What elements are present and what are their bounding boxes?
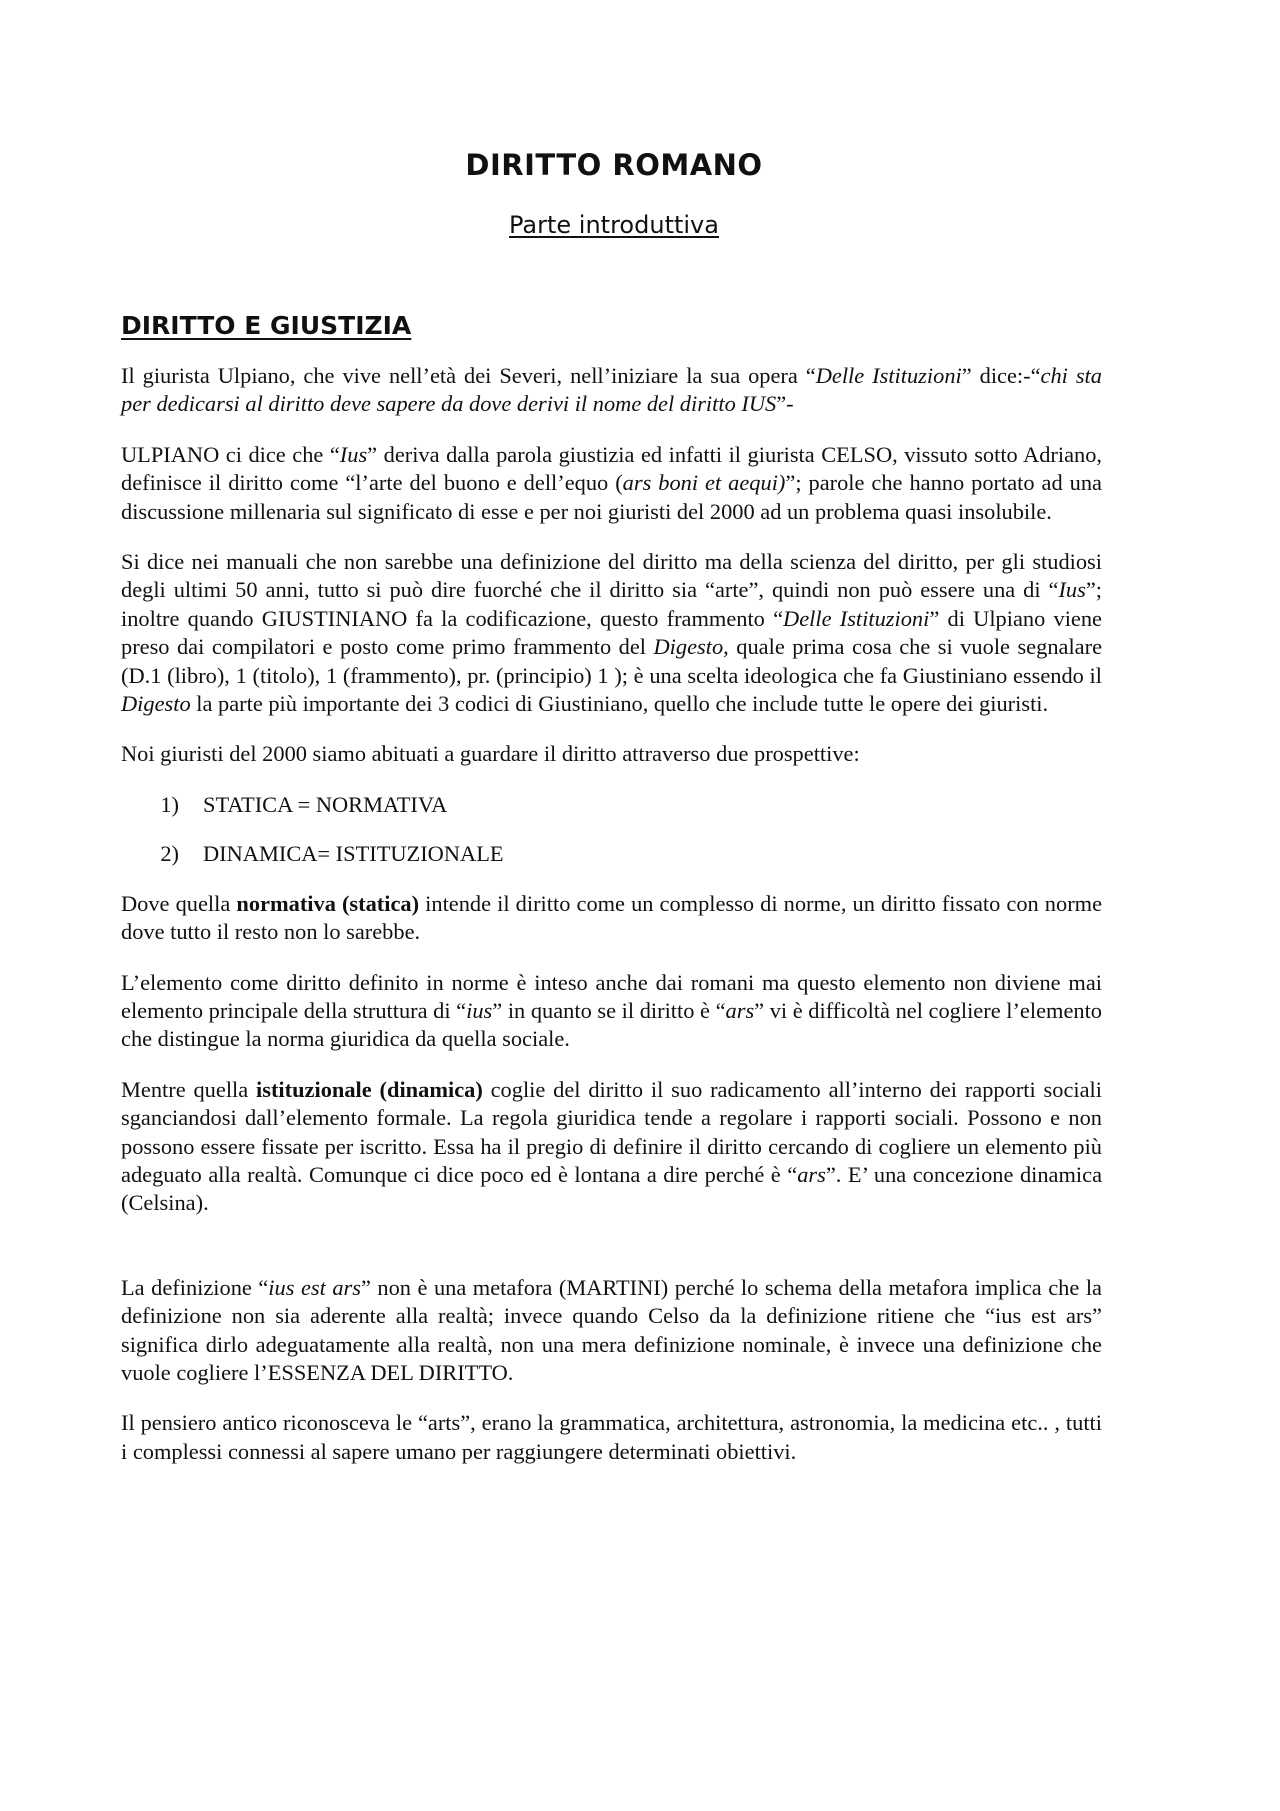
paragraph-9: Il pensiero antico riconosceva le “arts”, erano la grammatica, architettura, astronomia, la medicina etc.. , tutti i complessi connessi al sapere umano per raggiungere determinati obiettivi. — [121, 1410, 1102, 1464]
italic-run: chi sta per dedicarsi al diritto deve sapere da dove derivi il nome del diritto IUS — [121, 363, 1102, 417]
text-run: Mentre quella — [121, 1076, 257, 1102]
italic-run: Digesto, — [653, 634, 729, 660]
bold-run: normativa (statica) — [236, 890, 420, 916]
list-number: 1) — [160, 791, 179, 817]
text-run: L’elemento come diritto definito in norme è inteso anche dai romani ma questo elemento non diviene mai elemento principale della struttura di “ — [121, 969, 1102, 1023]
list-item — [121, 840, 1102, 868]
text-run: ”. E’ una concezione dinamica (Celsina). — [121, 1161, 1103, 1216]
subtitle-text: Parte introduttiva — [509, 211, 719, 239]
paragraph-6 — [121, 969, 1102, 1054]
text-run: ”- — [776, 391, 794, 417]
italic-run: ius — [466, 997, 493, 1023]
list-number: 2) — [160, 841, 179, 867]
text-run: Si dice nei manuali che non sarebbe una definizione del diritto ma della scienza del diritto, per gli studiosi degli ultimi 50 anni, tutto si può dire fuorché che il diritto sia “arte”, quindi non può essere una di “ — [121, 549, 1102, 603]
text-run: intende il diritto come un complesso di norme, un diritto fissato con norme dove tutto il resto non lo sarebbe. — [121, 890, 1103, 945]
paragraph-3 — [121, 548, 1102, 718]
text-run: Il giurista Ulpiano, che vive nell’età dei Severi, nell’iniziare la sua opera “ — [121, 363, 816, 388]
italic-run: Digesto — [121, 691, 191, 717]
italic-run: ars — [797, 1161, 826, 1187]
italic-run: Ius — [1058, 577, 1086, 603]
text-run: ” deriva dalla parola giustizia ed infatti il giurista CELSO, vissuto sotto Adriano, definisce il diritto come “l’arte del buono e dell’equo ( — [121, 441, 1103, 496]
list-item-text: DINAMICA= ISTITUZIONALE — [203, 841, 504, 867]
text-run: ” vi è difficoltà nel cogliere l’elemento che distingue la norma giuridica da quella sociale. — [121, 997, 1102, 1052]
text-run: ”; parole che hanno portato ad una discussione millenaria sul significato di esse e per noi giuristi del 2000 ad un problema quasi insolubile. — [121, 470, 1102, 524]
italic-run: ius est ars — [268, 1274, 361, 1300]
paragraph-8 — [121, 1274, 1102, 1388]
text-run: ” dice:-“ — [961, 363, 1041, 388]
list-item — [121, 791, 1102, 819]
section-heading: DIRITTO E GIUSTIZIA — [121, 311, 412, 340]
text-run: quale prima cosa che si vuole segnalare (D.1 (libro), 1 (titolo), 1 (frammento), pr. (principio) 1 ); è una scelta ideologica che fa Giustiniano essendo il — [121, 634, 1103, 688]
italic-run: ars boni et aequi) — [622, 470, 786, 496]
text-run: La definizione “ — [121, 1274, 269, 1300]
text-run: la parte più importante dei 3 codici di Giustiniano, quello che include tutte le opere dei giuristi. — [190, 691, 1049, 717]
text-run: Dove quella — [121, 890, 237, 916]
text-run: ULPIANO ci dice che “ — [121, 441, 340, 467]
text-run: ” di Ulpiano viene preso dai compilatori e posto come primo frammento del — [121, 605, 1102, 660]
italic-run: Ius — [339, 441, 368, 467]
italic-run: Delle Istituzioni — [815, 363, 962, 388]
text-run: ”; inoltre quando GIUSTINIANO fa la codificazione, questo frammento “ — [121, 577, 1102, 631]
page-title: DIRITTO ROMANO — [465, 148, 763, 182]
bold-run: istituzionale (dinamica) — [256, 1076, 483, 1102]
paragraph-7 — [121, 1076, 1102, 1218]
perspectives-list — [121, 791, 1102, 869]
list-item-text: STATICA = NORMATIVA — [203, 791, 448, 817]
italic-run: ars — [725, 997, 755, 1023]
paragraph-2 — [121, 441, 1102, 526]
document-body — [121, 362, 1102, 1488]
text-run: ” non è una metafora (MARTINI) perché lo schema della metafora implica che la definizione non sia aderente alla realtà; invece quando Celso da la definizione ritiene che “ius est ars” significa dirlo adeguatamente alla realtà, non una mera definizione nominale, è invece una definizione che vuole cogliere l’ESSENZA DEL DIRITTO. — [121, 1274, 1102, 1385]
text-run: ” in quanto se il diritto è “ — [492, 997, 726, 1023]
paragraph-5 — [121, 890, 1102, 947]
paragraph-1 — [121, 362, 1102, 419]
paragraph-4: Noi giuristi del 2000 siamo abituati a guardare il diritto attraverso due prospettive: — [121, 741, 860, 767]
text-run: coglie del diritto il suo radicamento all’interno dei rapporti sociali sganciandosi dall’elemento formale. La regola giuridica tende a regolare i rapporti sociali. Possono e non possono essere fissate per iscritto. Essa ha il pregio di definire il diritto cercando di cogliere un elemento più adeguato alla realtà. Comunque ci dice poco ed è lontana a dire perché è “ — [121, 1076, 1102, 1187]
page-subtitle — [0, 211, 1228, 239]
italic-run: Delle Istituzioni — [783, 605, 930, 631]
